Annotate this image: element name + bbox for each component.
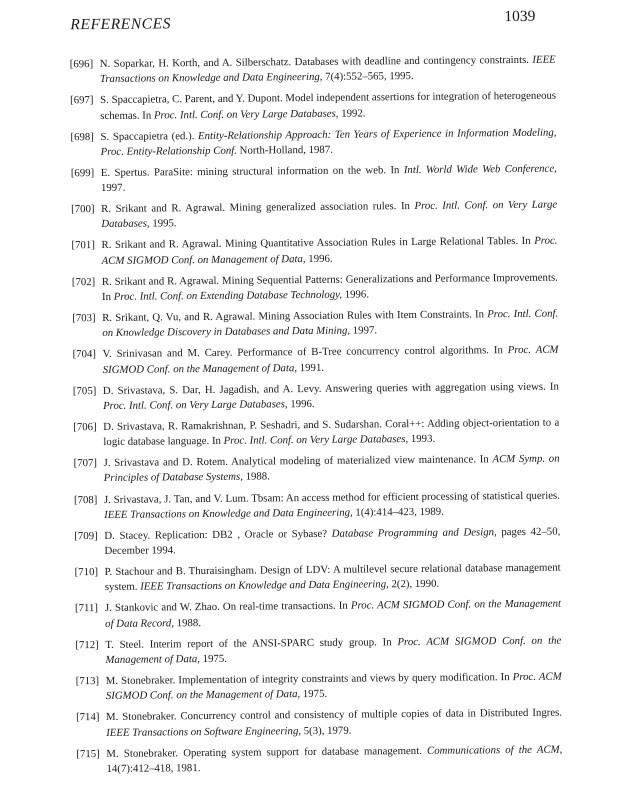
reference-entry bbox=[76, 742, 562, 777]
reference-text bbox=[102, 344, 558, 376]
reference-number: [701] bbox=[71, 239, 95, 252]
reference-segment: J. Stankovic and W. Zhao. On real-time transactions. In bbox=[104, 600, 351, 615]
reference-venue: IEEE Transactions on Knowledge and Data Engineering, bbox=[140, 578, 389, 593]
reference-segment: 1988. bbox=[173, 616, 202, 629]
reference-text bbox=[104, 453, 560, 485]
reference-number: [712] bbox=[75, 638, 99, 652]
running-header-title: REFERENCES bbox=[70, 15, 172, 34]
reference-entry bbox=[71, 234, 557, 269]
reference-number: [715] bbox=[76, 747, 100, 760]
reference-segment: M. Stonebraker. Concurrency control and consistency of multiple copies of data in Distributed Ingres. bbox=[105, 706, 563, 724]
reference-segment: S. Spaccapietra (ed.). bbox=[100, 129, 199, 143]
reference-venue: Entity-Relationship Approach: Ten Years of Experience in Information Modeling, Proc. Entity-Relationship Conf. bbox=[100, 126, 557, 158]
reference-text bbox=[105, 598, 561, 630]
reference-venue: Proc. ACM SIGMOD Conf. on Management of Data, bbox=[101, 235, 558, 267]
reference-number: [707] bbox=[73, 457, 98, 470]
reference-segment: R. Srikant and R. Agrawal. Mining Quantitative Association Rules in Large Relational Tables. In bbox=[101, 235, 535, 252]
reference-venue: Proc. Intl. Conf. on Very Large Databases, bbox=[223, 433, 409, 448]
reference-segment: T. Steel. Interim report of the ANSI-SPARC study group. In bbox=[105, 635, 398, 651]
reference-entry bbox=[72, 270, 558, 305]
reference-venue: Proc. ACM SIGMOD Conf. on the Management of Data, bbox=[102, 343, 559, 376]
reference-venue: Proc. Intl. Conf. on Extending Database Technology, bbox=[113, 288, 343, 303]
reference-number: [698] bbox=[70, 130, 94, 143]
reference-text bbox=[101, 235, 557, 267]
reference-segment: D. Srivastava, R. Ramakrishnan, P. Seshadri, and S. Sudarshan. Coral++: Adding object-orientation to a logic database language. In bbox=[103, 416, 560, 449]
reference-entry bbox=[76, 670, 562, 705]
reference-entry bbox=[74, 524, 560, 559]
reference-segment: R. Srikant and R. Agrawal. Mining Sequential Patterns: Generalizations and Performance Improvements. In bbox=[101, 271, 558, 303]
reference-number: [702] bbox=[71, 275, 96, 289]
reference-segment: 14(7):412–418, 1981. bbox=[106, 761, 201, 775]
reference-segment: D. Stacey. Replication: DB2 , Oracle or Sybase? bbox=[104, 527, 332, 542]
reference-segment: R. Srikant and R. Agrawal. Mining generalized association rules. In bbox=[101, 200, 415, 216]
reference-segment: North-Holland, 1987. bbox=[236, 143, 333, 157]
reference-segment: R. Srikant, Q. Vu, and R. Agrawal. Mining Association Rules with Item Constraints. In bbox=[102, 308, 488, 325]
reference-entry bbox=[71, 162, 557, 197]
reference-text bbox=[106, 743, 562, 775]
reference-venue: IEEE Transactions on Knowledge and Data Engineering, bbox=[99, 53, 556, 86]
reference-text bbox=[105, 634, 561, 666]
reference-text bbox=[106, 707, 562, 739]
reference-text bbox=[103, 380, 559, 412]
reference-number: [699] bbox=[70, 166, 95, 180]
reference-entry bbox=[71, 198, 557, 233]
reference-entry bbox=[70, 53, 556, 88]
reference-text bbox=[102, 271, 558, 303]
reference-venue: Intl. World Wide Web Conference, bbox=[403, 162, 557, 176]
reference-text bbox=[102, 308, 558, 340]
reference-venue: Proc. ACM SIGMOD Conf. on the Management of Data Record, bbox=[105, 598, 562, 630]
reference-entry bbox=[74, 488, 560, 523]
reference-segment: M. Stonebraker. Implementation of integrity constraints and views by query modification. In bbox=[105, 671, 513, 688]
reference-segment: 1991. bbox=[296, 361, 325, 374]
reference-entry bbox=[73, 379, 559, 414]
reference-number: [697] bbox=[70, 94, 94, 107]
reference-segment: J. Srivastava, J. Tan, and V. Lum. Tbsam: An access method for efficient processing of statistical queries. bbox=[103, 489, 560, 506]
reference-entry bbox=[72, 343, 558, 378]
reference-entry bbox=[72, 307, 558, 342]
page-number: 1039 bbox=[504, 7, 536, 26]
reference-text bbox=[100, 126, 556, 158]
reference-segment: V. Srinivasan and M. Carey. Performance of B-Tree concurrency control algorithms. In bbox=[102, 344, 508, 361]
reference-segment: 1996. bbox=[341, 288, 370, 301]
reference-venue: Proc. ACM SIGMOD Conf. on the Management of Data, bbox=[105, 670, 562, 703]
reference-segment: 1995. bbox=[149, 217, 177, 230]
reference-entry bbox=[70, 89, 556, 124]
reference-segment: 1997. bbox=[100, 181, 126, 195]
reference-entry bbox=[75, 561, 561, 596]
reference-entry bbox=[75, 597, 561, 632]
reference-number: [713] bbox=[75, 675, 100, 688]
reference-segment: 1988. bbox=[242, 470, 270, 484]
reference-segment: J. Srivastava and D. Rotem. Analytical modeling of materialized view maintenance. In bbox=[103, 453, 493, 470]
reference-venue: Proc. ACM SIGMOD Conf. on the Management of Data, bbox=[105, 634, 562, 666]
reference-segment: E. Spertus. ParaSite: mining structural information on the web. In bbox=[100, 163, 404, 179]
reference-number: [704] bbox=[72, 348, 97, 361]
reference-segment: 1975. bbox=[199, 652, 228, 666]
reference-segment: 5(3), 1979. bbox=[300, 724, 352, 737]
reference-text bbox=[104, 489, 560, 521]
reference-segment: S. Spaccapietra, C. Parent, and Y. Dupont. Model independent assertions for integration of heterogeneous schemas. In bbox=[100, 89, 557, 122]
reference-number: [705] bbox=[72, 384, 97, 397]
reference-segment: N. Soparkar, H. Korth, and A. Silberschatz. Databases with deadline and contingency constraints. bbox=[99, 53, 533, 71]
reference-segment: 1996. bbox=[287, 397, 315, 411]
reference-venue: Proc. Intl. Conf. on Very Large Databases, bbox=[102, 398, 288, 412]
reference-venue: Communications of the ACM, bbox=[426, 743, 563, 757]
reference-venue: IEEE Transactions on Knowledge and Data Engineering, bbox=[104, 506, 353, 521]
reference-text bbox=[101, 199, 557, 231]
reference-number: [709] bbox=[74, 529, 98, 543]
reference-text bbox=[100, 90, 556, 122]
reference-text bbox=[104, 525, 560, 557]
reference-segment: D. Srivastava, S. Dar, H. Jagadish, and A. Levy. Answering queries with aggregation using views. In bbox=[102, 380, 559, 397]
reference-text bbox=[106, 671, 562, 703]
reference-venue: Proc. Intl. Conf. on Very Large Databases, bbox=[153, 107, 339, 121]
reference-entry bbox=[74, 452, 560, 487]
reference-segment: 2(2), 1990. bbox=[388, 578, 440, 591]
reference-segment: 1996. bbox=[305, 252, 333, 265]
reference-entry bbox=[70, 125, 556, 160]
reference-venue: IEEE Transactions on Software Engineering, bbox=[106, 724, 302, 739]
reference-number: [708] bbox=[73, 493, 98, 506]
reference-entry bbox=[73, 416, 559, 451]
reference-segment: P. Stachour and B. Thuraisingham. Design of LDV: A multilevel secure relational database management system. bbox=[104, 561, 561, 594]
reference-entry bbox=[76, 706, 562, 741]
reference-number: [706] bbox=[73, 421, 97, 434]
reference-segment: pages 42–50, December 1994. bbox=[104, 525, 561, 558]
reference-entry bbox=[75, 633, 561, 668]
reference-segment: 1993. bbox=[408, 432, 436, 446]
reference-number: [710] bbox=[74, 566, 99, 579]
reference-text bbox=[101, 163, 557, 195]
reference-segment: 1992. bbox=[338, 106, 366, 120]
reference-number: [700] bbox=[71, 203, 95, 216]
reference-venue: Proc. Intl. Conf. on Very Large Databases, bbox=[101, 198, 558, 231]
reference-venue: Database Programming and Design, bbox=[331, 526, 497, 540]
reference-segment: M. Stonebraker. Operating system support for database management. bbox=[106, 744, 428, 760]
reference-number: [696] bbox=[69, 58, 94, 71]
reference-number: [711] bbox=[74, 602, 99, 615]
reference-segment: 1997. bbox=[349, 324, 378, 337]
reference-segment: 7(4):552–565, 1995. bbox=[322, 70, 414, 84]
reference-number: [703] bbox=[72, 312, 96, 325]
reference-text bbox=[103, 417, 559, 449]
reference-text bbox=[100, 54, 556, 86]
reference-text bbox=[105, 562, 561, 594]
reference-venue: ACM Symp. on Principles of Database Systems, bbox=[103, 452, 560, 485]
reference-segment: 1(4):414–423, 1989. bbox=[352, 505, 444, 519]
reference-list bbox=[70, 53, 563, 784]
reference-venue: Proc. Intl. Conf. on Knowledge Discovery in Databases and Data Mining, bbox=[102, 307, 559, 340]
reference-segment: 1975. bbox=[300, 688, 328, 701]
reference-number: [714] bbox=[75, 711, 100, 724]
